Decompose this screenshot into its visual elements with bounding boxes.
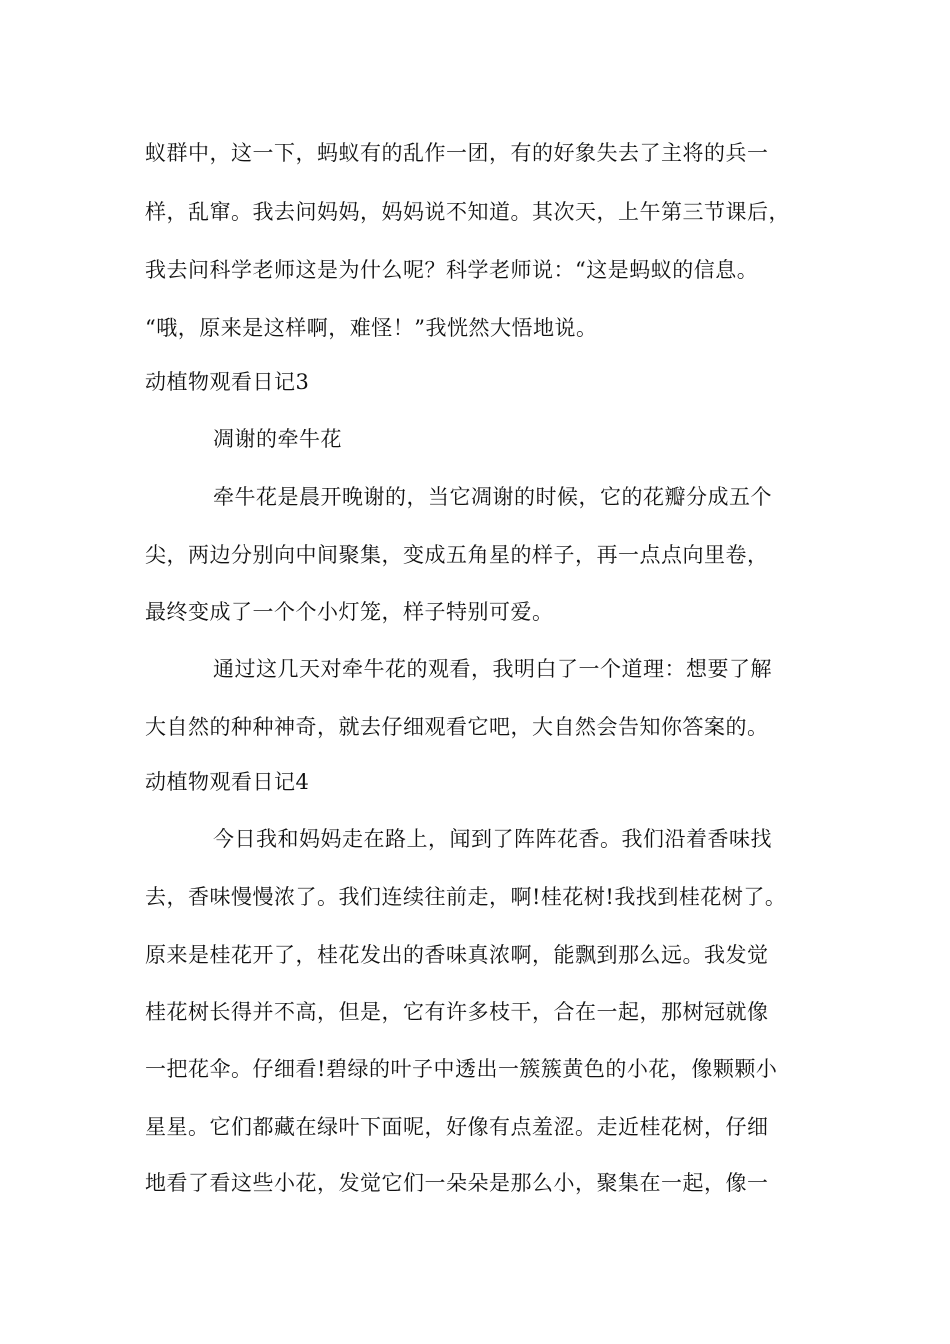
text-line: 地看了看这些小花，发觉它们一朵朵是那么小，聚集在一起，像一 [145,1171,769,1195]
text-line: 今日我和妈妈走在路上，闻到了阵阵花香。我们沿着香味找 [213,827,772,851]
text-line: 样，乱窜。我去问妈妈，妈妈说不知道。其次天，上午第三节课后， [145,200,790,224]
section-heading: 动植物观看日记3 [145,370,310,394]
article-title: 凋谢的牵牛花 [213,427,342,451]
text-line: 蚁群中，这一下，蚂蚁有的乱作一团，有的好象失去了主将的兵一 [145,141,769,165]
text-line: 尖，两边分别向中间聚集，变成五角星的样子，再一点点向里卷， [145,543,769,567]
text-line: 桂花树长得并不高，但是，它有许多枝干，合在一起，那树冠就像 [145,1000,769,1024]
text-line: 一把花伞。仔细看!碧绿的叶子中透出一簇簇黄色的小花，像颗颗小 [145,1057,778,1081]
text-line: 大自然的种种神奇，就去仔细观看它吧，大自然会告知你答案的。 [145,715,769,739]
text-line: 牵牛花是晨开晚谢的，当它凋谢的时候，它的花瓣分成五个 [213,485,772,509]
text-line: 去，香味慢慢浓了。我们连续往前走，啊!桂花树!我找到桂花树了。 [145,885,787,909]
text-line: “哦，原来是这样啊，难怪！”我恍然大悟地说。 [145,316,598,340]
section-heading: 动植物观看日记4 [145,770,310,794]
text-line: 我去问科学老师这是为什么呢？科学老师说：“这是蚂蚁的信息。 [145,258,759,282]
text-line: 最终变成了一个个小灯笼，样子特别可爱。 [145,600,554,624]
text-line: 星星。它们都藏在绿叶下面呢，好像有点羞涩。走近桂花树，仔细 [145,1115,769,1139]
text-line: 原来是桂花开了，桂花发出的香味真浓啊，能飘到那么远。我发觉 [145,943,769,967]
text-line: 通过这几天对牵牛花的观看，我明白了一个道理：想要了解 [213,657,772,681]
